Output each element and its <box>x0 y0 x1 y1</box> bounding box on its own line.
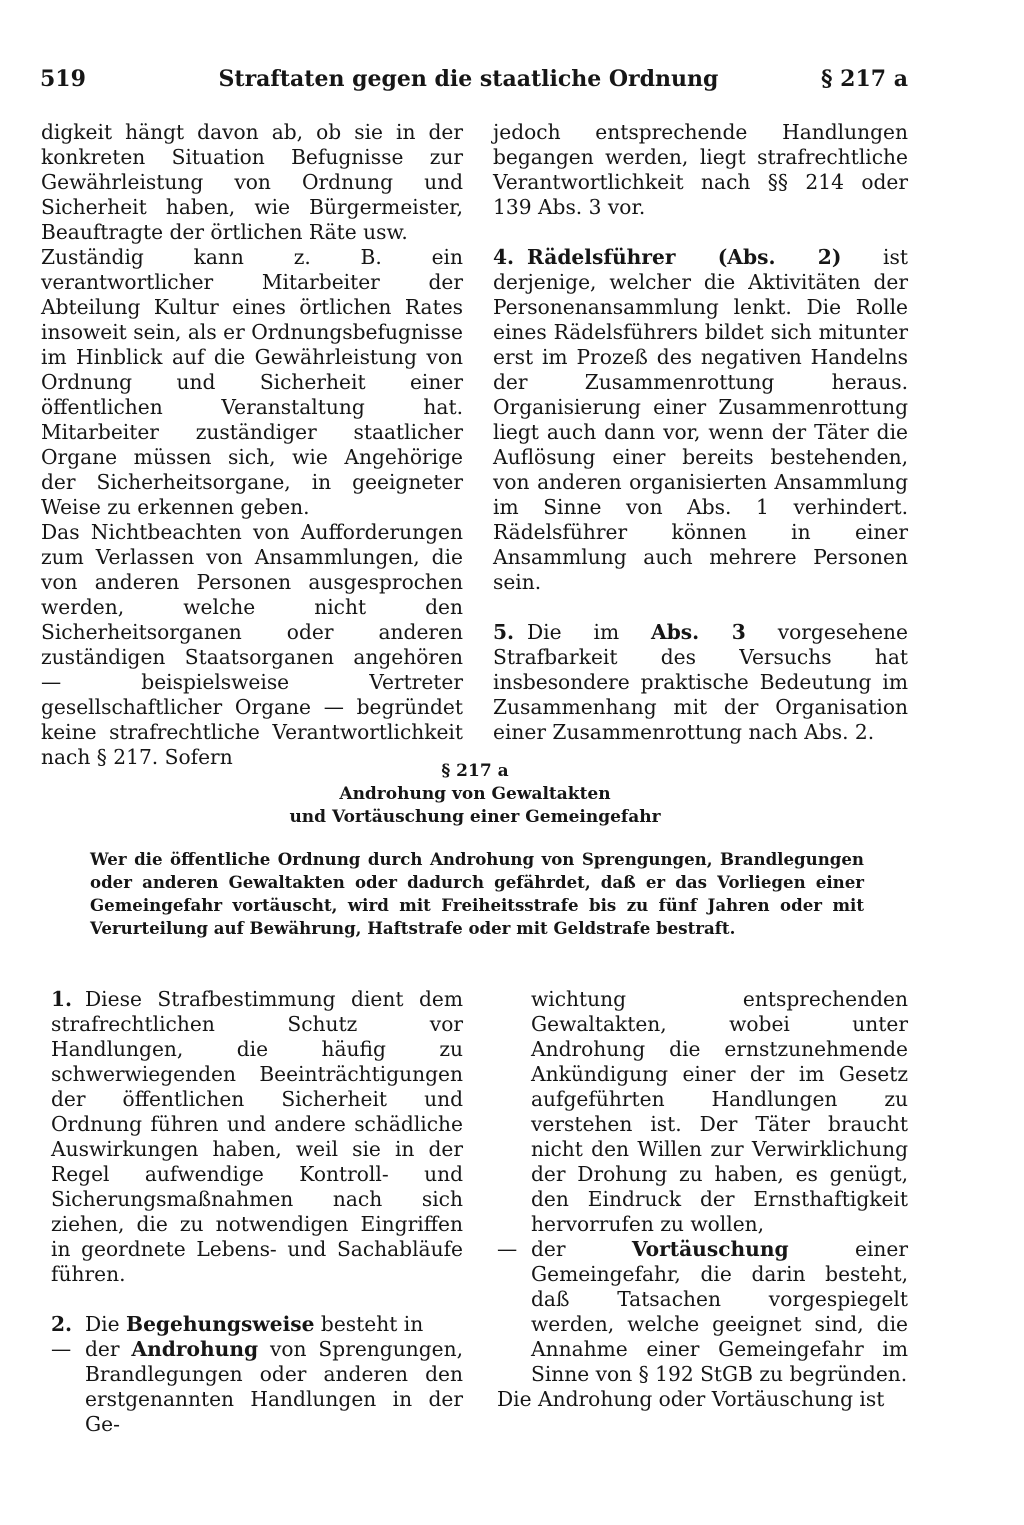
bold-term: Abs. 3 <box>651 620 746 644</box>
top-left-column <box>41 120 463 770</box>
commentary-item-1 <box>51 987 463 1287</box>
bold-term: Androhung <box>131 1337 259 1361</box>
dash-item-text <box>531 1237 908 1387</box>
bottom-left-column <box>51 987 463 1437</box>
item-text: vorgesehene Strafbarkeit des Versuchs hat insbesondere praktische Bedeutung im Zusammenhang mit der Organisation einer Zusammenrottung nach Abs. 2. <box>493 620 909 744</box>
dash-list-item <box>497 1237 908 1387</box>
header-section-ref: § 217 a <box>820 66 908 92</box>
running-title: Straftaten gegen die staatliche Ordnung <box>218 66 719 92</box>
paragraph: Die Androhung oder Vortäuschung ist <box>497 1387 885 1411</box>
paragraph: Zuständig kann z. B. ein verantwortlicher Mitarbeiter der Abteilung Kultur eines örtlichen Rates insoweit sein, als er Ordnungsbefugnisse im Hinblick auf die Gewährleistung von Ordnung und Sicherheit einer öffentlichen Veranstaltung hat. Mitarbeiter zuständiger staatlicher Organe müssen sich, wie Angehörige der Sicherheitsorgane, in geeigneter Weise zu erkennen geben. <box>41 245 463 519</box>
paragraph-continuation: wichtung entsprechenden Gewaltakten, wobei unter Androhung die ernstzunehmende Ankündigung einer der im Gesetz aufgeführten Handlungen zu verstehen ist. Der Täter braucht nicht den Willen zur Verwirklichung der Drohung zu haben, es genügt, den Eindruck der Ernsthaftigkeit hervorrufen zu wollen, <box>531 987 908 1236</box>
commentary-item-4 <box>493 245 908 595</box>
item-text: von Sprengungen, Brandlegungen oder anderen den erstgenannten Handlungen in der Ge- <box>85 1337 464 1436</box>
paragraph: Das Nichtbeachten von Aufforderungen zum Verlassen von Ansammlungen, die von anderen Personen ausgesprochen werden, welche nicht den Sicherheitsorganen oder anderen zuständigen Staatsorganen angehören — beispielsweise Vertreter gesellschaftlicher Organe — begründet keine strafrechtliche Verantwortlichkeit nach § 217. Sofern <box>41 520 463 769</box>
statute-text: Wer die öffentliche Ordnung durch Androhung von Sprengungen, Brandlegungen oder anderen Gewaltakten oder dadurch gefährdet, daß er das Vorliegen einer Gemeingefahr vortäuscht, wird mit Freiheitsstrafe bis zu fünf Jahren oder mit Verurteilung auf Bewährung, Haftstrafe oder mit Geldstrafe bestraft. <box>90 849 864 938</box>
commentary-item-2 <box>51 1312 463 1337</box>
bold-term: Vortäuschung <box>631 1237 789 1261</box>
page-number: 519 <box>40 66 86 92</box>
paragraph: jedoch entsprechende Handlungen begangen werden, liegt strafrechtliche Verantwortlichkeit nach §§ 214 oder 139 Abs. 3 vor. <box>493 120 908 219</box>
dash-marker: — <box>497 1237 518 1261</box>
item-text: der <box>85 1337 132 1361</box>
dash-marker: — <box>51 1337 72 1361</box>
dash-list-item <box>51 1337 463 1437</box>
item-number: 1. <box>51 987 73 1011</box>
bold-term: Begehungsweise <box>126 1312 315 1336</box>
section-heading <box>160 760 790 829</box>
item-number: 5. <box>493 620 515 644</box>
section-number: § 217 a <box>441 761 509 781</box>
item-number: 2. <box>51 1312 73 1336</box>
bottom-right-column <box>497 987 908 1412</box>
paragraph: digkeit hängt davon ab, ob sie in der konkreten Situation Befugnisse zur Gewährleistung von Ordnung und Sicherheit haben, wie Bürgermeister, Beauftragte der örtlichen Räte usw. <box>41 120 463 244</box>
item-text: Die im <box>527 620 652 644</box>
section-title-line-2: und Vortäuschung einer Gemeingefahr <box>289 807 661 827</box>
commentary-item-5 <box>493 620 908 745</box>
dash-item-text <box>85 1337 463 1437</box>
item-text: Die <box>85 1312 127 1336</box>
section-title-line-1: Androhung von Gewaltakten <box>339 784 611 804</box>
item-text: ist derjenige, welcher die Aktivitäten der Personenansammlung lenkt. Die Rolle eines Rädelsführers bildet sich mitunter erst im Prozeß des negativen Handelns der Zusammenrottung heraus. Organisierung einer Zusammenrottung liegt auch dann vor, wenn der Täter die Auflösung einer bereits bestehenden, von anderen organisierten Ansammlung im Sinne von Abs. 1 verhindert. Rädelsführer können in einer Ansammlung auch mehrere Personen sein. <box>493 245 908 594</box>
top-right-column <box>493 120 908 745</box>
item-text: der <box>531 1237 632 1261</box>
item-text: einer Gemeingefahr, die darin besteht, daß Tatsachen vorgespiegelt werden, welche geeignet sind, die Annahme einer Gemeingefahr im Sinne von § 192 StGB zu begründen. <box>531 1237 909 1386</box>
bold-term: Rädelsführer (Abs. 2) <box>527 245 842 269</box>
item-text: Diese Strafbestimmung dient dem strafrechtlichen Schutz vor Handlungen, die häufig zu schwerwiegenden Beeinträchtigungen der öffentlichen Sicherheit und Ordnung führen und andere schädliche Auswirkungen haben, weil sie in der Regel aufwendige Kontroll- und Sicherungsmaßnahmen nach sich ziehen, die zu notwendigen Eingriffen in geordnete Lebens- und Sachabläufe führen. <box>51 987 463 1286</box>
item-number: 4. <box>493 245 515 269</box>
page-header <box>40 66 908 100</box>
item-text: besteht in <box>314 1312 424 1336</box>
